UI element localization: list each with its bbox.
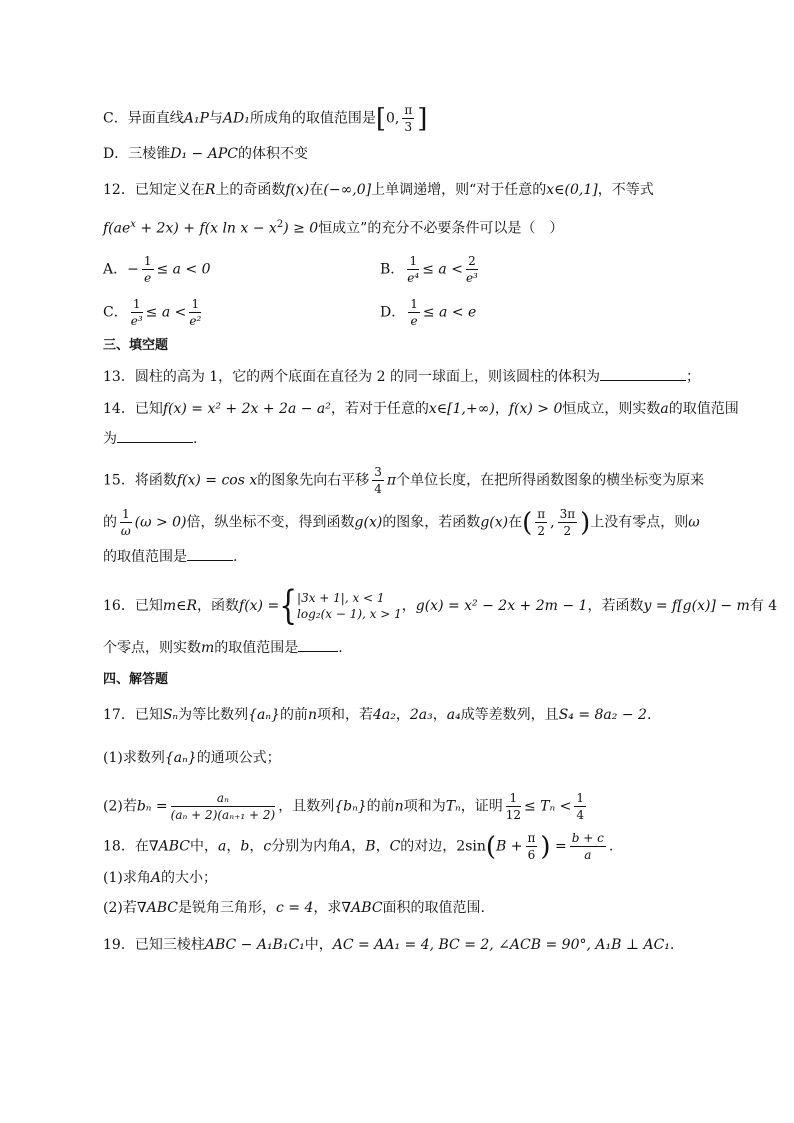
q12-option-b: B． $\frac{1}{\text{e⁴}}$ ≤ a < $\frac{2}{\text{e³}}$	[380, 254, 478, 285]
q18-ratio-fraction: $\frac{b + c}{a}$	[571, 831, 604, 862]
section-fill-in-heading: 三、填空题	[103, 338, 169, 353]
q12-math-2: f(x)	[285, 182, 310, 198]
q12-ineq-sup-1: x	[130, 219, 136, 230]
option-d-line	[103, 144, 308, 164]
option-c-math-1: A₁P	[183, 110, 209, 127]
option-d-prefix: D．三棱锥	[103, 146, 171, 162]
q15-interval-left: $\frac{\pi}{2}$	[537, 507, 546, 538]
q17-lower-bound-fraction: $\frac{1}{12}$	[505, 791, 521, 822]
option-d-suffix: 的体积不变	[237, 146, 308, 162]
question-18: 18．在∇ABC中，a，b，c分别为内角A，B，C的对边，2sin(B + $\frac{\pi}{6}$ ) = $\frac{b + c}{a}$ .	[103, 831, 614, 862]
question-13: 13．圆柱的高为 1，它的两个底面在直径为 2 的同一球面上，则该圆柱的体积为 ；	[103, 366, 700, 387]
q12-option-a-label: A．	[103, 261, 128, 278]
question-14-line-1: 14．已知f(x) = x² + 2x + 2a − a²，若对于任意的x∈[1,+∞)，f(x) > 0恒成立，则实数a的取值范围	[103, 401, 739, 417]
option-c-range-left: 0,	[385, 110, 400, 127]
q12-math-1: R	[204, 182, 216, 198]
question-17-part-2: (2)若bₙ = $\frac{\text{aₙ}}{\text{(aₙ + 2)(aₙ₊₁ + 2)}}$ ，且数列{bₙ}的前n项和为Tₙ，证明 $\frac{1}{12}$ ≤ Tₙ < $\frac{1}{4}$	[103, 791, 585, 822]
q15-function: f(x) = cos x	[176, 472, 258, 489]
q12-option-b-label: B．	[380, 261, 405, 278]
question-12-line-2	[103, 215, 563, 239]
q12-condition-text: 恒成立”的充分不必要条件可以是（ ）	[318, 220, 564, 237]
q14-function: f(x) = x² + 2x + 2a − a²	[162, 401, 331, 417]
q12-ineq-2: + 2x) + f(x ln x − x	[135, 220, 277, 237]
question-15-line-1: 15．将函数f(x) = cos x的图象先向右平移 $\frac{3}{4}$ π个单位长度，在把所得函数图象的横坐标变为原来	[103, 465, 705, 496]
question-15-line-2: 的 $\frac{1}{\omega}$ (ω > 0)倍，纵坐标不变，得到函数g(x)的图象，若函数g(x)在( $\frac{\pi}{2}$ , $\frac{3\pi}{2}$ )上没有零点，则ω	[103, 507, 700, 538]
q12-ineq-3: ) ≥ 0	[283, 220, 319, 237]
q15-scale-fraction: $\frac{1}{\omega}$	[120, 507, 131, 538]
option-c-line: C．异面直线A₁P与AD₁所成角的取值范围是[0, $\frac{\pi}{3}$ ]	[103, 103, 428, 134]
q12-option-c-fraction-2: $\frac{1}{\text{e²}}$	[189, 297, 202, 328]
option-c-mid: 与	[208, 110, 223, 127]
question-16-line-2: 个零点，则实数m的取值范围是 .	[103, 637, 343, 658]
q13-answer-blank[interactable]	[600, 366, 686, 381]
q12-option-d-fraction: $\frac{1}{e}$	[410, 297, 418, 328]
q12-text-4: 上单调递增，则“对于任意的	[371, 182, 547, 198]
q12-option-c: C． $\frac{1}{\text{e³}}$ ≤ a < $\frac{1}{\text{e²}}$	[103, 297, 202, 328]
question-19: 19．已知三棱柱ABC − A₁B₁C₁中，AC = AA₁ = 4, BC = 2, ∠ACB = 90°, A₁B ⊥ AC₁.	[103, 937, 675, 953]
q12-option-b-fraction-2: $\frac{2}{\text{e³}}$	[465, 254, 478, 285]
question-12-line-1	[103, 180, 654, 200]
q14-condition: f(x) > 0	[508, 401, 563, 417]
q15-interval-right: $\frac{3\pi}{2}$	[559, 507, 576, 538]
q16-piecewise-cases	[297, 590, 402, 622]
option-c-math-2: AD₁	[222, 110, 250, 127]
question-15-line-3: 的取值范围是 .	[103, 546, 237, 567]
q12-option-b-fraction-1: $\frac{1}{\text{e⁴}}$	[407, 254, 420, 285]
q16-case-1: |3x + 1|, x < 1	[297, 591, 385, 605]
q16-case-2: log₂(x − 1), x > 1	[297, 607, 402, 621]
q12-text-1: 12．已知定义在	[103, 182, 205, 198]
q12-option-a-fraction: $\frac{1}{e}$	[143, 254, 152, 285]
question-18-part-2: (2)若∇ABC是锐角三角形，c = 4，求∇ABC面积的取值范围.	[103, 900, 485, 916]
q12-ineq-1: f(ae	[103, 220, 131, 237]
q18-angle-fraction: $\frac{\pi}{6}$	[527, 831, 536, 862]
option-d-math: D₁ − APC	[170, 146, 238, 162]
q15-shift-fraction: $\frac{3}{4}$	[374, 465, 382, 496]
option-c-range-fraction: $\frac{\pi}{3}$	[404, 103, 413, 134]
question-16-line-1: 16．已知m∈R，函数f(x) ={ |3x + 1|, x < 1 log₂(x − 1), x > 1 ，g(x) = x² − 2x + 2m − 1，若函数y = f[g(x)] − m有 4	[103, 582, 778, 629]
q12-math-4: x∈(0,1]	[546, 182, 598, 198]
question-14-line-2: 为 .	[103, 428, 197, 449]
q12-text-3: 在	[309, 182, 324, 198]
q16-answer-blank[interactable]	[298, 637, 338, 652]
q17-b-fraction: $\frac{\text{aₙ}}{\text{(aₙ + 2)(aₙ₊₁ + 2)}}$	[170, 791, 276, 822]
q12-text-5: ，不等式	[597, 182, 654, 198]
question-17: 17．已知Sₙ为等比数列{aₙ}的前n项和，若4a₂，2a₃，a₄成等差数列，且S₄ = 8a₂ − 2.	[103, 707, 652, 723]
q14-answer-blank[interactable]	[117, 428, 193, 443]
q12-option-a: A．− $\frac{1}{e}$ ≤ a < 0	[103, 254, 211, 285]
question-17-part-1: (1)求数列{aₙ}的通项公式；	[103, 750, 281, 766]
q12-math-3: (−∞,0]	[323, 182, 372, 198]
q12-option-d: D． $\frac{1}{e}$ ≤ a < e	[380, 297, 477, 328]
option-c-suffix: 所成角的取值范围是	[249, 110, 376, 127]
q12-option-d-label: D．	[380, 304, 406, 321]
q12-option-c-fraction-1: $\frac{1}{\text{e³}}$	[130, 297, 143, 328]
q16-piecewise-function: f(x) =	[239, 598, 280, 614]
q12-option-c-label: C．	[103, 304, 128, 321]
q14-domain: x∈[1,+∞)	[428, 401, 495, 417]
question-18-part-1: (1)求角A的大小；	[103, 870, 217, 886]
q13-text: 13．圆柱的高为 1，它的两个底面在直径为 2 的同一球面上，则该圆柱的体积为	[103, 369, 600, 385]
q12-text-2: 上的奇函数	[215, 182, 286, 198]
q12-ineq-sup-2: 2	[276, 219, 284, 230]
q17-upper-bound-fraction: $\frac{1}{4}$	[576, 791, 585, 822]
option-c-prefix: C．异面直线	[103, 110, 184, 127]
q15-answer-blank[interactable]	[187, 546, 233, 561]
section-answer-heading: 四、解答题	[103, 672, 169, 687]
q16-g-function: g(x) = x² − 2x + 2m − 1	[415, 598, 588, 614]
